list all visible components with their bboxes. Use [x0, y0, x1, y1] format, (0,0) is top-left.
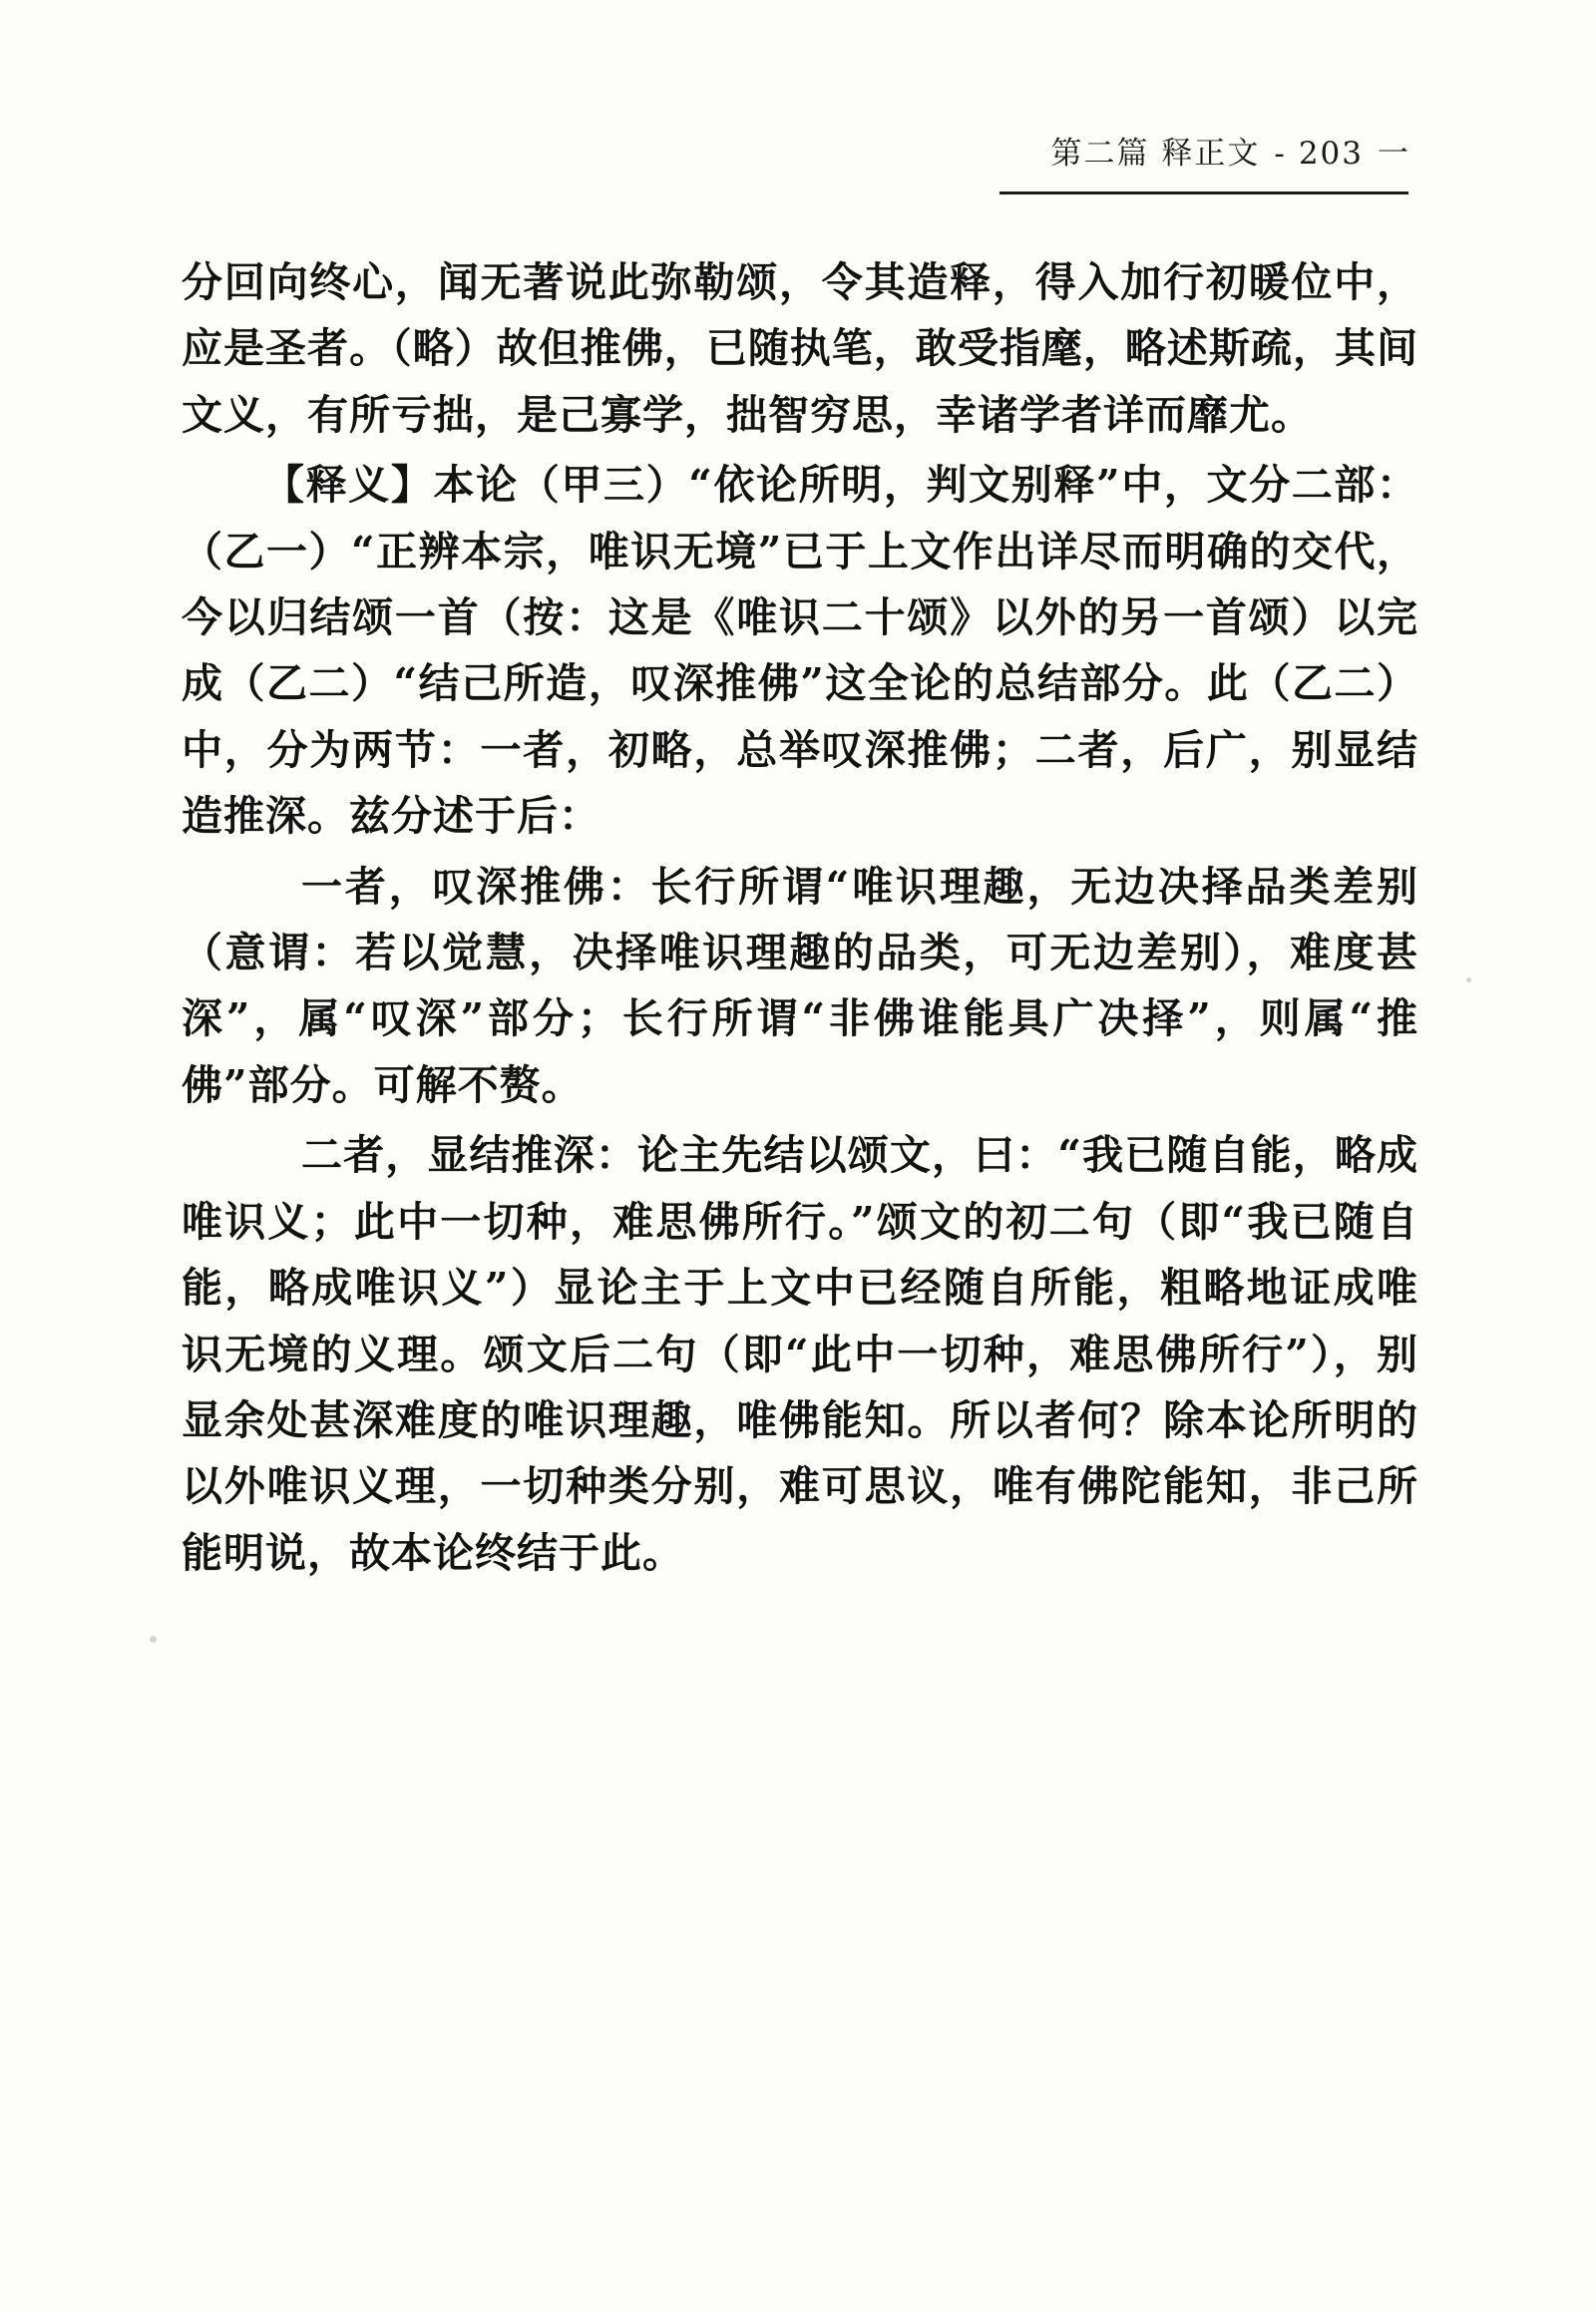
paragraph-shiyi: 【释义】本论（甲三）“依论所明，判文别释”中，文分二部：（乙一）“正辨本宗，唯识无境”已于上文作出详尽而明确的交代，今以归结颂一首（按：这是《唯识二十颂》以外的另一首颂）以完成（乙二）“结己所造，叹深推佛”这全论的总结部分。此（乙二）中，分为两节：一者，初略，总举叹深推佛；二者，后广，别显结造推深。兹分述于后： — [182, 461, 1418, 841]
header-divider — [999, 192, 1408, 194]
page-speck — [150, 1636, 157, 1643]
paragraph-second-item: 二者，显结推深：论主先结以颂文，曰：“我已随自能，略成唯识义；此中一切种，难思佛所行。”颂文的初二句（即“我已随自能，略成唯识义”）显论主于上文中已经随自所能，粗略地证成唯识无境的义理。颂文后二句（即“此中一切种，难思佛所行”），别显余处甚深难度的唯识理趣，唯佛能知。所以者何？除本论所明的以外唯识义理，一切种类分别，难可思议，唯有佛陀能知，非己所能明说，故本论终结于此。 — [182, 1131, 1418, 1577]
paragraph-first-item: 一者，叹深推佛：长行所谓“唯识理趣，无边决择品类差别（意谓：若以觉慧，决择唯识理趣的品类，可无边差别），难度甚深”，属“叹深”部分；长行所谓“非佛谁能具广决择”，则属“推佛”部分。可解不赘。 — [182, 862, 1418, 1109]
header-dash-left: - — [1274, 136, 1285, 172]
page-speck — [1466, 977, 1471, 982]
paragraph-quote: 分回向终心，闻无著说此弥勒颂，令其造释，得入加行初暖位中，应是圣者。（略）故但推佛，已随执笔，敢受指麾，略述斯疏，其间文义，有所亏拙，是己寡学，拙智穷思，幸诸学者详而靡尤。 — [182, 258, 1418, 439]
page-body — [182, 249, 1418, 1590]
page-header — [1050, 128, 1408, 173]
header-dash-right: 一 — [1378, 136, 1408, 172]
page-number: 203 — [1298, 136, 1364, 172]
header-section-title: 第二篇 释正文 — [1050, 136, 1261, 172]
